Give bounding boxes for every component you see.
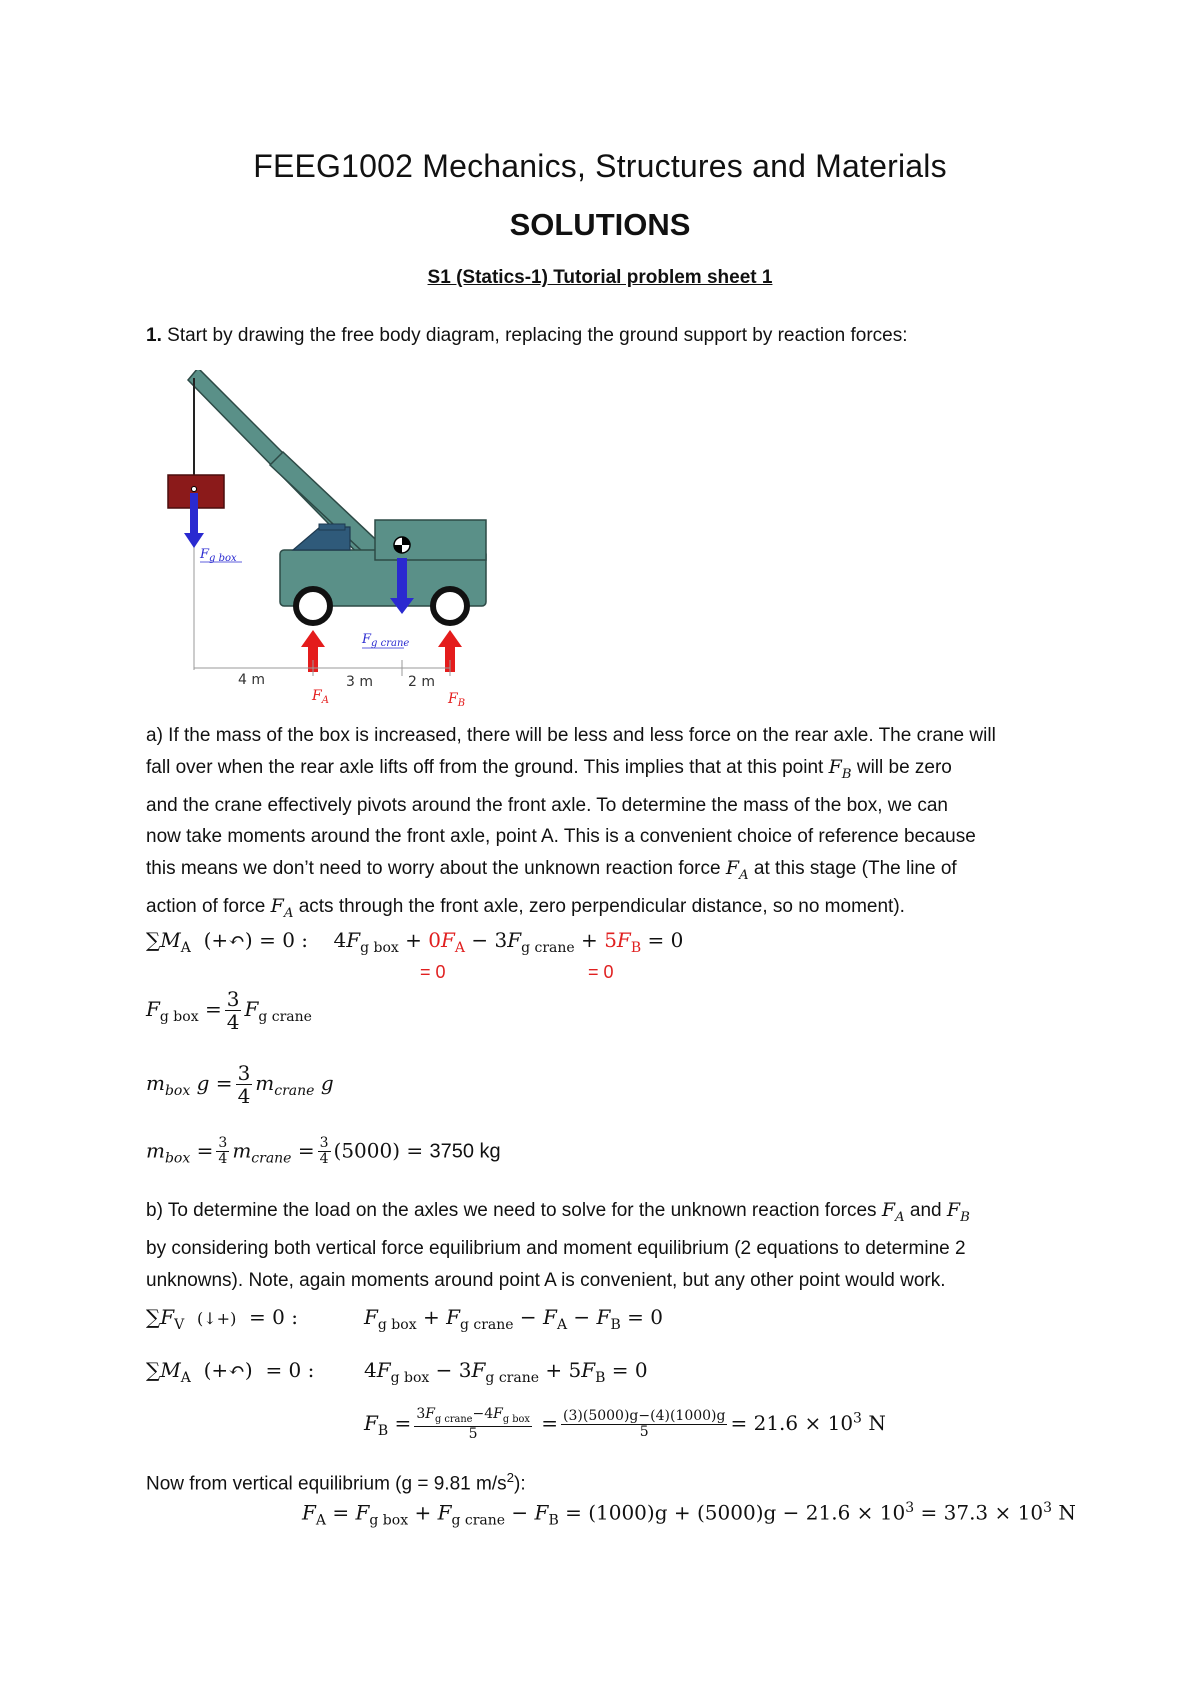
dim-3m: 3 m: [346, 674, 373, 690]
moment-equation-b: $\sum M_A$ (+↶) = 0 :: [146, 1358, 315, 1386]
part-b-line-2: by considering both vertical force equilibrium and moment equilibrium (2 equations to determine 2: [146, 1238, 966, 1260]
fa-label: $F_A$: [312, 688, 329, 706]
part-b-paragraph: [146, 1195, 1066, 1296]
crane-center-of-mass: [394, 537, 410, 553]
fb-label: $F_B$: [448, 691, 466, 709]
box-force-equation: $F_{g box}$ = $\frac{3}{4}$ $F_{g crane}$: [146, 987, 312, 1034]
part-b-line-1: b) To determine the load on the axles we need to solve for the unknown reaction forces $F_A$ and $F_B$: [146, 1199, 970, 1225]
vertical-equilibrium-text: Now from vertical equilibrium (g = 9.81 $m/s^2$):: [146, 1470, 526, 1495]
fa-solution: $F_A = F_{g box} + F_{g crane} - F_B = (1000)g + (5000)g - 21.6 \times 10^3 = 37.3 \times 10^3$ N: [302, 1500, 1076, 1529]
box-mass-result: $m_{box}$ = $\frac{3}{4}$ $m_{crane}$ = $\frac{3}{4}$ (5000) = 3750 kg: [146, 1135, 501, 1168]
part-a-line-2: fall over when the rear axle lifts off from the ground. This implies that at this point $F_B$ will be zero: [146, 755, 952, 782]
part-b-line-3: unknowns). Note, again moments around point A is convenient, but any other point would work.: [146, 1269, 946, 1291]
fg-crane-label: $F_{g crane}$: [362, 632, 410, 649]
fb-solution: $F_B$ = $\frac{3F_{g crane}-4F_{g box}}{5}$ = $\frac{(3)(5000)g-(4)(1000)g}{5}$ = $21.6 \times 10^3$ N: [364, 1406, 886, 1442]
moment-equation-a: $\sum M_A$ (+↶) = 0 : $4F_{g box} + 0F_A - 3F_{g crane} + 5F_B = 0$: [146, 928, 684, 956]
part-a-paragraph: [146, 720, 1066, 929]
box-center-of-mass: [192, 487, 197, 492]
question-1-intro: [146, 320, 1066, 352]
part-a-line-3: and the crane effectively pivots around the front axle. To determine the mass of the box, we can: [146, 794, 948, 816]
crane-free-body-diagram: [150, 370, 510, 710]
part-a-line-6: action of force $F_A$ acts through the front axle, zero perpendicular distance, so no moment).: [146, 895, 905, 921]
sheet-subtitle: S1 (Statics-1) Tutorial problem sheet 1: [427, 267, 773, 288]
question-1-text: Start by drawing the free body diagram, replacing the ground support by reaction forces:: [167, 325, 908, 346]
part-a-line-4: now take moments around the front axle, point A. This is a convenient choice of reference because: [146, 826, 976, 848]
part-a-line-5: this means we don’t need to worry about the unknown reaction force $F_A$ at this stage (The line of: [146, 856, 957, 883]
solutions-heading: SOLUTIONS: [509, 207, 691, 242]
fb-zero-note: = 0: [588, 962, 614, 982]
course-title: FEEG1002 Mechanics, Structures and Materials: [253, 148, 947, 184]
fa-zero-note: = 0: [420, 962, 446, 982]
moment-equation-b-rhs: $4F_{g box} - 3F_{g crane} + 5F_B = 0$: [364, 1358, 648, 1386]
question-number: 1.: [146, 325, 162, 346]
dim-2m: 2 m: [408, 674, 435, 690]
front-wheel: [296, 589, 330, 623]
dim-4m: 4 m: [238, 672, 265, 688]
part-a-line-1: a) If the mass of the box is increased, there will be less and less force on the rear axle. The crane will: [146, 725, 996, 746]
vertical-force-equation: $\sum F_V$ (↓+) = 0 :: [146, 1305, 298, 1333]
fg-box-label: $F_{g box}$: [200, 547, 237, 564]
box-mass-equation: $m_{box}$ g = $\frac{3}{4}$ $m_{crane}$ g: [146, 1061, 334, 1108]
vertical-force-equation-rhs: $F_{g box} + F_{g crane} - F_A - F_B = 0$: [364, 1305, 663, 1333]
rear-wheel: [433, 589, 467, 623]
